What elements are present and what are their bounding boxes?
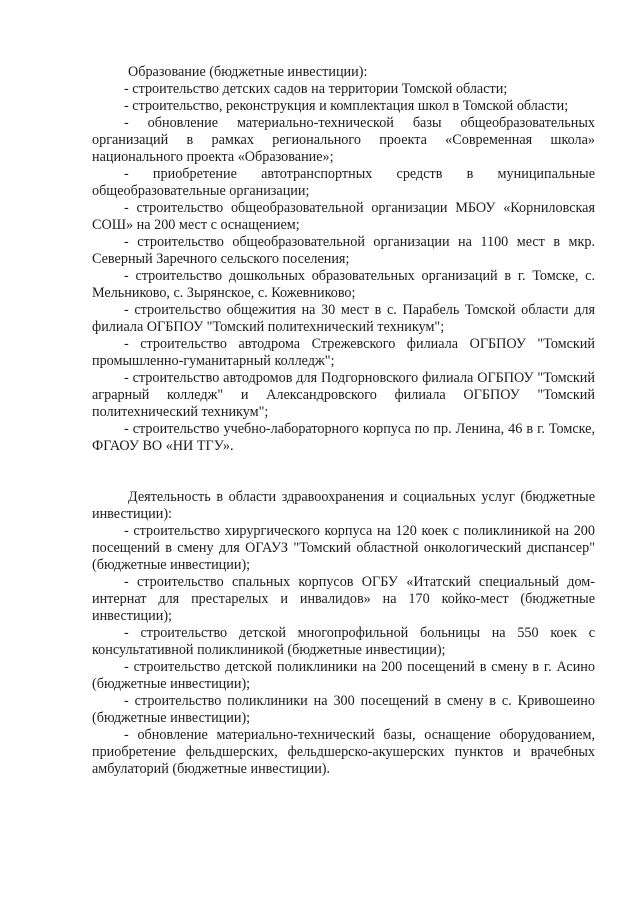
list-item: - строительство общеобразовательной организации МБОУ «Корниловская СОШ» на 200 мест с оснащением; [92, 200, 595, 233]
list-item: - строительство учебно-лабораторного корпуса по пр. Ленина, 46 в г. Томске, ФГАОУ ВО «НИ ТГУ». [92, 421, 595, 454]
list-item: - строительство детской многопрофильной больницы на 550 коек с консультативной поликлиникой (бюджетные инвестиции); [92, 625, 595, 658]
list-item: - строительство общеобразовательной организации на 1100 мест в мкр. Северный Заречного сельского поселения; [92, 234, 595, 267]
healthcare-section [92, 489, 595, 778]
document-page [92, 64, 595, 778]
list-item: - строительство спальных корпусов ОГБУ «Итатский специальный дом-интернат для престарелых и инвалидов» на 170 койко-мест (бюджетные инвестиции); [92, 574, 595, 624]
list-item: - строительство дошкольных образовательных организаций в г. Томске, с. Мельниково, с. Зырянское, с. Кожевниково; [92, 268, 595, 301]
list-item: - строительство хирургического корпуса на 120 коек с поликлиникой на 200 посещений в смену для ОГАУЗ "Томский областной онкологический диспансер" (бюджетные инвестиции); [92, 523, 595, 573]
list-item: - строительство автодрома Стрежевского филиала ОГБПОУ "Томский промышленно-гуманитарный колледж"; [92, 336, 595, 369]
list-item: - строительство общежития на 30 мест в с. Парабель Томской области для филиала ОГБПОУ "Томский политехнический техникум"; [92, 302, 595, 335]
healthcare-heading: Деятельность в области здравоохранения и социальных услуг (бюджетные инвестиции): [92, 489, 595, 522]
list-item: - строительство детских садов на территории Томской области; [124, 81, 508, 97]
education-section [92, 64, 595, 455]
education-heading: Образование (бюджетные инвестиции): [128, 64, 368, 80]
list-item: - приобретение автотранспортных средств в муниципальные общеобразовательные организации; [92, 166, 595, 199]
list-item: - строительство поликлиники на 300 посещений в смену в с. Кривошеино (бюджетные инвестиции); [92, 693, 595, 726]
section-spacer [92, 455, 595, 489]
list-item: - строительство, реконструкция и комплектация школ в Томской области; [124, 98, 569, 114]
list-item: - строительство детской поликлиники на 200 посещений в смену в г. Асино (бюджетные инвестиции); [92, 659, 595, 692]
education-list [92, 81, 595, 455]
healthcare-list [92, 523, 595, 778]
list-item: - обновление материально-технический базы, оснащение оборудованием, приобретение фельдшерских, фельдшерско-акушерских пунктов и врачебных амбулаторий (бюджетные инвестиции). [92, 727, 595, 777]
list-item: - обновление материально-технической базы общеобразовательных организаций в рамках регионального проекта «Современная школа» национального проекта «Образование»; [92, 115, 595, 165]
list-item: - строительство автодромов для Подгорновского филиала ОГБПОУ "Томский аграрный колледж" и Александровского филиала ОГБПОУ "Томский политехнический техникум"; [92, 370, 595, 420]
